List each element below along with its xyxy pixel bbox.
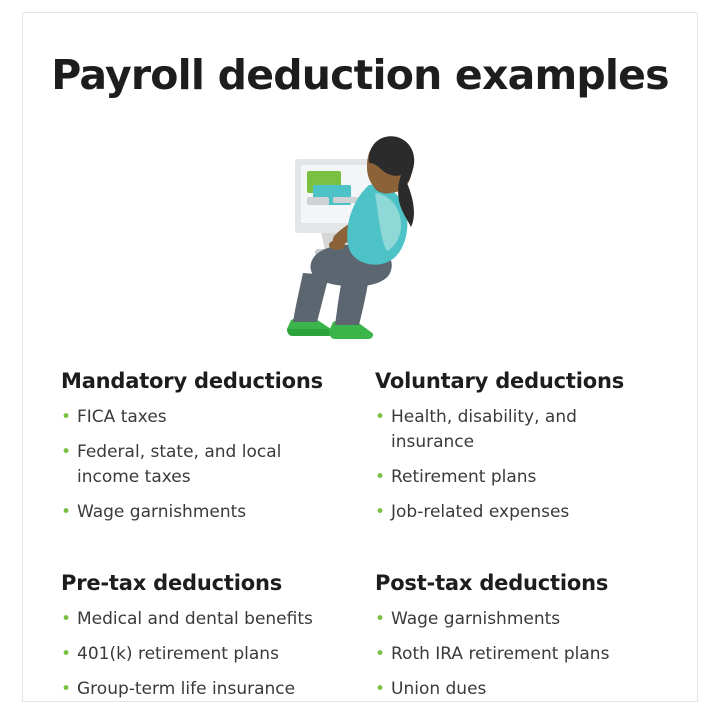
- list-item: • 401(k) retirement plans: [61, 642, 347, 667]
- list-item: • Health, disability, and insurance: [375, 405, 661, 455]
- list-item: • Medical and dental benefits: [61, 607, 347, 632]
- section-heading: Pre-tax deductions: [61, 571, 282, 595]
- section-list: [61, 607, 347, 702]
- list-item: • Group-term life insurance: [61, 677, 347, 702]
- infographic-card: [22, 12, 698, 702]
- sections-grid: [61, 369, 661, 712]
- list-item: • Roth IRA retirement plans: [375, 642, 661, 667]
- list-item: • Job-related expenses: [375, 500, 661, 525]
- section-heading: Post-tax deductions: [375, 571, 609, 595]
- section-list: [375, 607, 661, 702]
- section-mandatory-deductions: [61, 369, 361, 535]
- section-pre-tax-deductions: [61, 571, 361, 712]
- list-item: • Federal, state, and local income taxes: [61, 440, 347, 490]
- list-item: • Retirement plans: [375, 465, 661, 490]
- list-item: • Union dues: [375, 677, 661, 702]
- list-item: • Wage garnishments: [375, 607, 661, 632]
- section-heading: Voluntary deductions: [375, 369, 625, 393]
- section-voluntary-deductions: [361, 369, 661, 535]
- section-list: [375, 405, 661, 525]
- page-title: Payroll deduction examples: [51, 51, 669, 99]
- list-item: • FICA taxes: [61, 405, 347, 430]
- section-post-tax-deductions: [361, 571, 661, 712]
- section-heading: Mandatory deductions: [61, 369, 323, 393]
- section-list: [61, 405, 347, 525]
- person-at-computer-illustration: [263, 123, 473, 358]
- list-item: • Wage garnishments: [61, 500, 347, 525]
- section-spacer: [61, 535, 661, 571]
